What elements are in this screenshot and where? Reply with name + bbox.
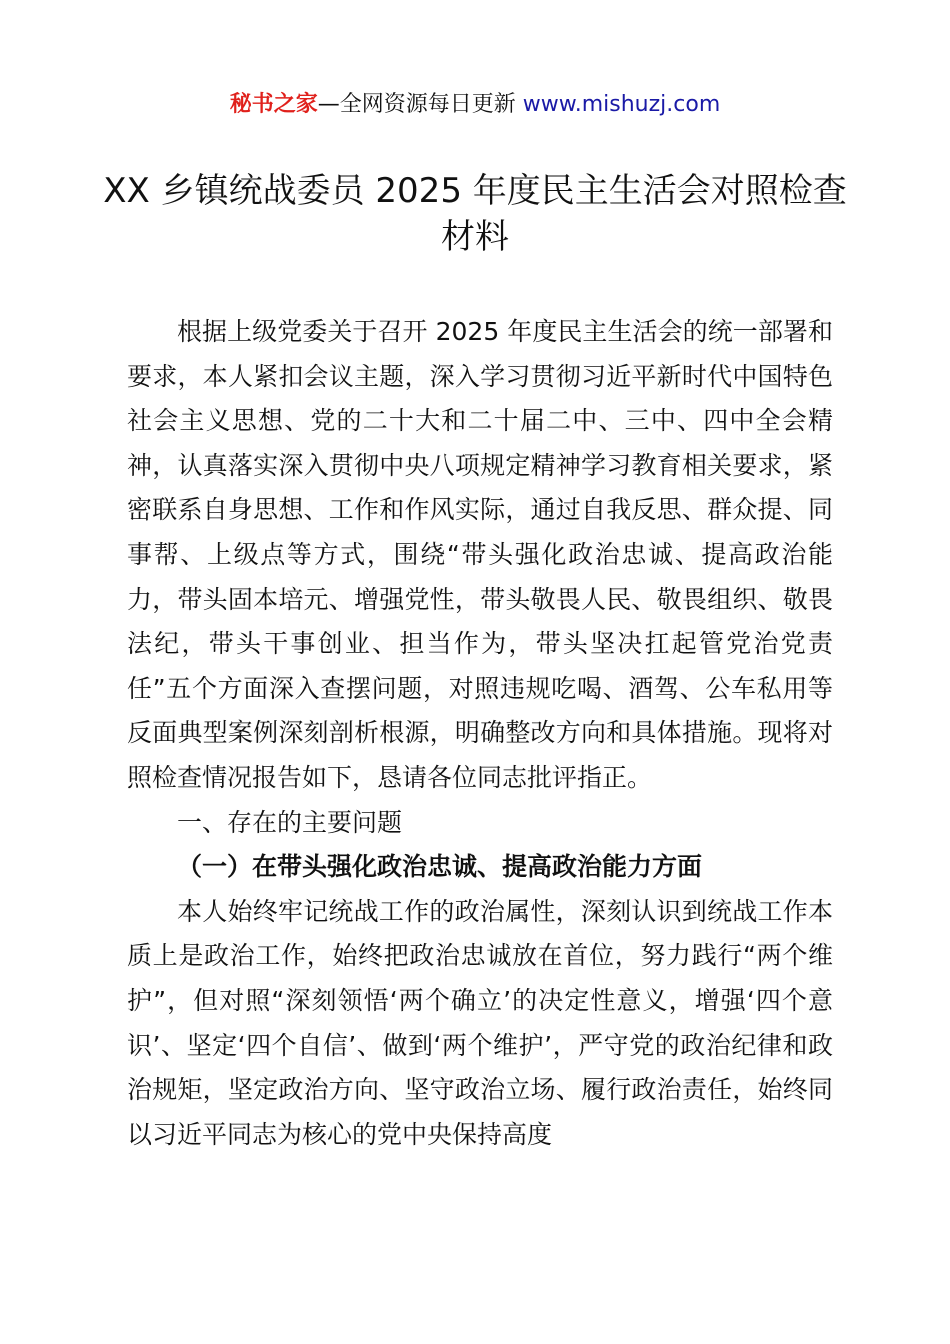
intro-paragraph: 根据上级党委关于召开 2025 年度民主生活会的统一部署和要求，本人紧扣会议主题，深入学习贯彻习近平新时代中国特色社会主义思想、党的二十大和二十届二中、三中、四中全会精神，认真落实深入贯彻中央八项规定精神学习教育相关要求，紧密联系自身思想、工作和作风实际，通过自我反思、群众提、同事帮、上级点等方式，围绕“带头强化政治忠诚、提高政治能力，带头固本培元、增强党性，带头敬畏人民、敬畏组织、敬畏法纪，带头干事创业、担当作为，带头坚决扛起管党治党责任”五个方面深入查摆问题，对照违规吃喝、酒驾、公车私用等反面典型案例深刻剖析根源，明确整改方向和具体措施。现将对照检查情况报告如下，恳请各位同志批评指正。: [127, 317, 833, 792]
body-paragraph: 本人始终牢记统战工作的政治属性，深刻认识到统战工作本质上是政治工作，始终把政治忠诚放在首位，努力践行“两个维护”，但对照“深刻领悟‘两个确立’的决定性意义，增强‘四个意识’、坚定‘四个自信’、做到‘两个维护’，严守党的政治纪律和政治规矩，坚定政治方向、坚守政治立场、履行政治责任，始终同以习近平同志为核心的党中央保持高度: [127, 896, 833, 1149]
brand-name: 秘书之家: [229, 92, 318, 117]
document-title: XX 乡镇统战委员 2025 年度民主生活会对照检查材料: [103, 171, 847, 257]
site-header: [0, 88, 950, 122]
subsection-heading: （一）在带头强化政治忠诚、提高政治能力方面: [177, 852, 703, 882]
site-url-link[interactable]: www.mishuzj.com: [522, 92, 721, 117]
document-body: [127, 310, 833, 1157]
section-heading: 一、存在的主要问题: [177, 807, 403, 837]
header-slogan: —全网资源每日更新: [317, 92, 523, 117]
